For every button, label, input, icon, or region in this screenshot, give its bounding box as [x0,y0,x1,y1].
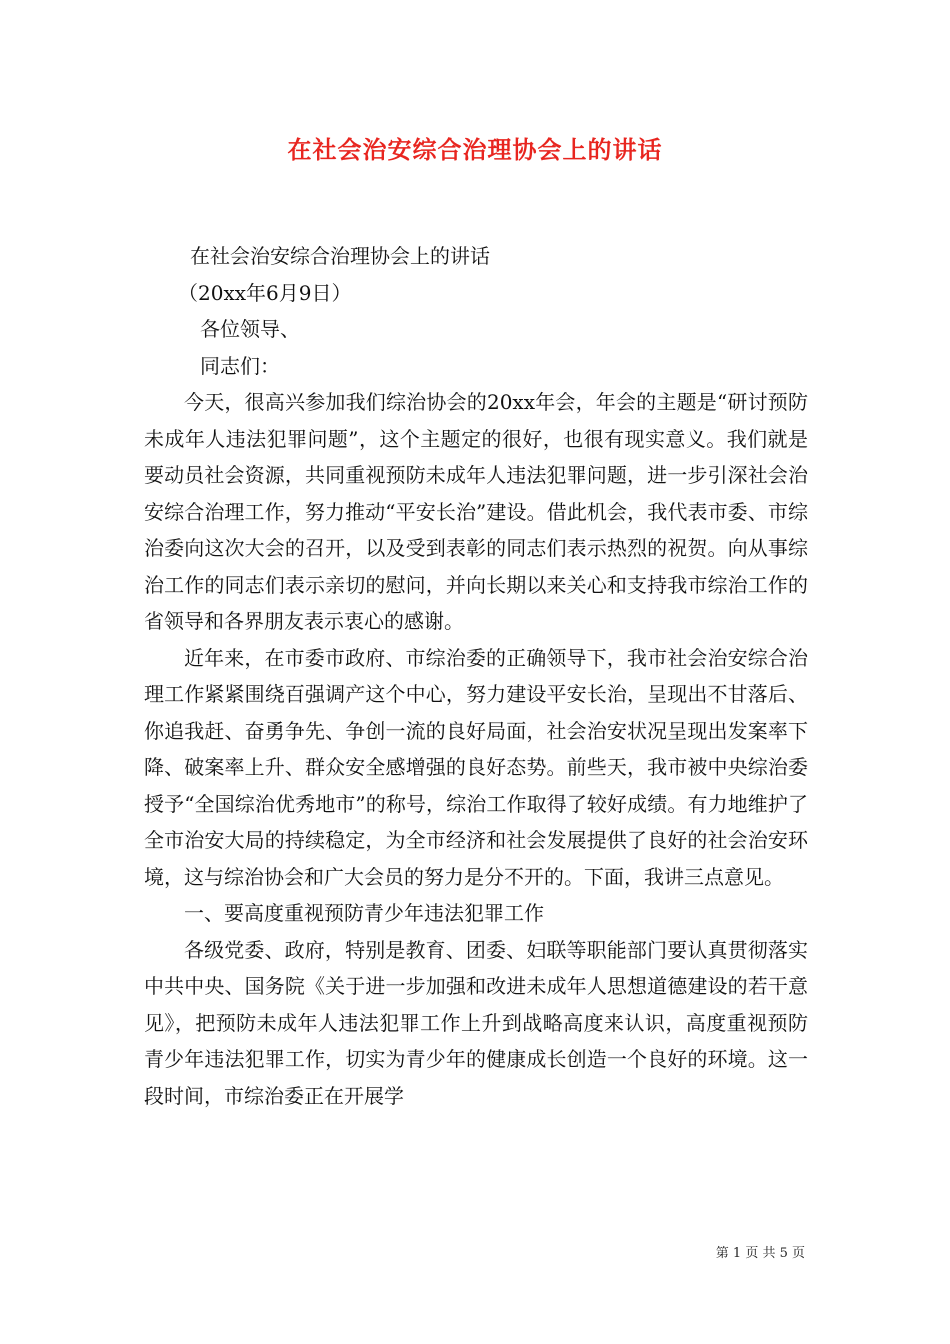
paragraph-intro: 今天，很高兴参加我们综治协会的20xx年会，年会的主题是“研讨预防未成年人违法犯罪问题”，这个主题定的很好，也很有现实意义。我们就是要动员社会资源，共同重视预防未成年人违法犯罪问题，进一步引深社会治安综合治理工作，努力推动“平安长治”建设。借此机会，我代表市委、市综治委向这次大会的召开，以及受到表彰的同志们表示热烈的祝贺。向从事综治工作的同志们表示亲切的慰问，并向长期以来关心和支持我市综治工作的省领导和各界朋友表示衷心的感谢。 [144,390,808,633]
document-body [144,238,808,1114]
page-number: 第 1 页 共 5 页 [715,1246,805,1261]
paragraph-section-one: 各级党委、政府，特别是教育、团委、妇联等职能部门要认真贯彻落实中共中央、国务院《关于进一步加强和改进未成年人思想道德建设的若干意见》，把预防未成年人违法犯罪工作上升到战略高度来认识，高度重视预防青少年违法犯罪工作，切实为青少年的健康成长创造一个良好的环境。这一段时间，市综治委正在开展学 [144,937,808,1108]
salutation-leaders: 各位领导、 [200,317,300,341]
section-heading-one: 一、要高度重视预防青少年违法犯罪工作 [184,901,544,925]
paragraph-review: 近年来，在市委市政府、市综治委的正确领导下，我市社会治安综合治理工作紧紧围绕百强调产这个中心，努力建设平安长治，呈现出不甘落后、你追我赶、奋勇争先、争创一流的良好局面，社会治安状况呈现出发案率下降、破案率上升、群众安全感增强的良好态势。前些天，我市被中央综治委授予“全国综治优秀地市”的称号，综治工作取得了较好成绩。有力地维护了全市治安大局的持续稳定，为全市经济和社会发展提供了良好的社会治安环境，这与综治协会和广大会员的努力是分不开的。下面，我讲三点意见。 [144,645,808,889]
speech-heading: 在社会治安综合治理协会上的讲话 [190,244,490,268]
speech-date: （20xx年6月9日） [178,280,352,305]
document-title: 在社会治安综合治理协会上的讲话 [287,135,663,164]
salutation-comrades: 同志们： [200,353,280,378]
